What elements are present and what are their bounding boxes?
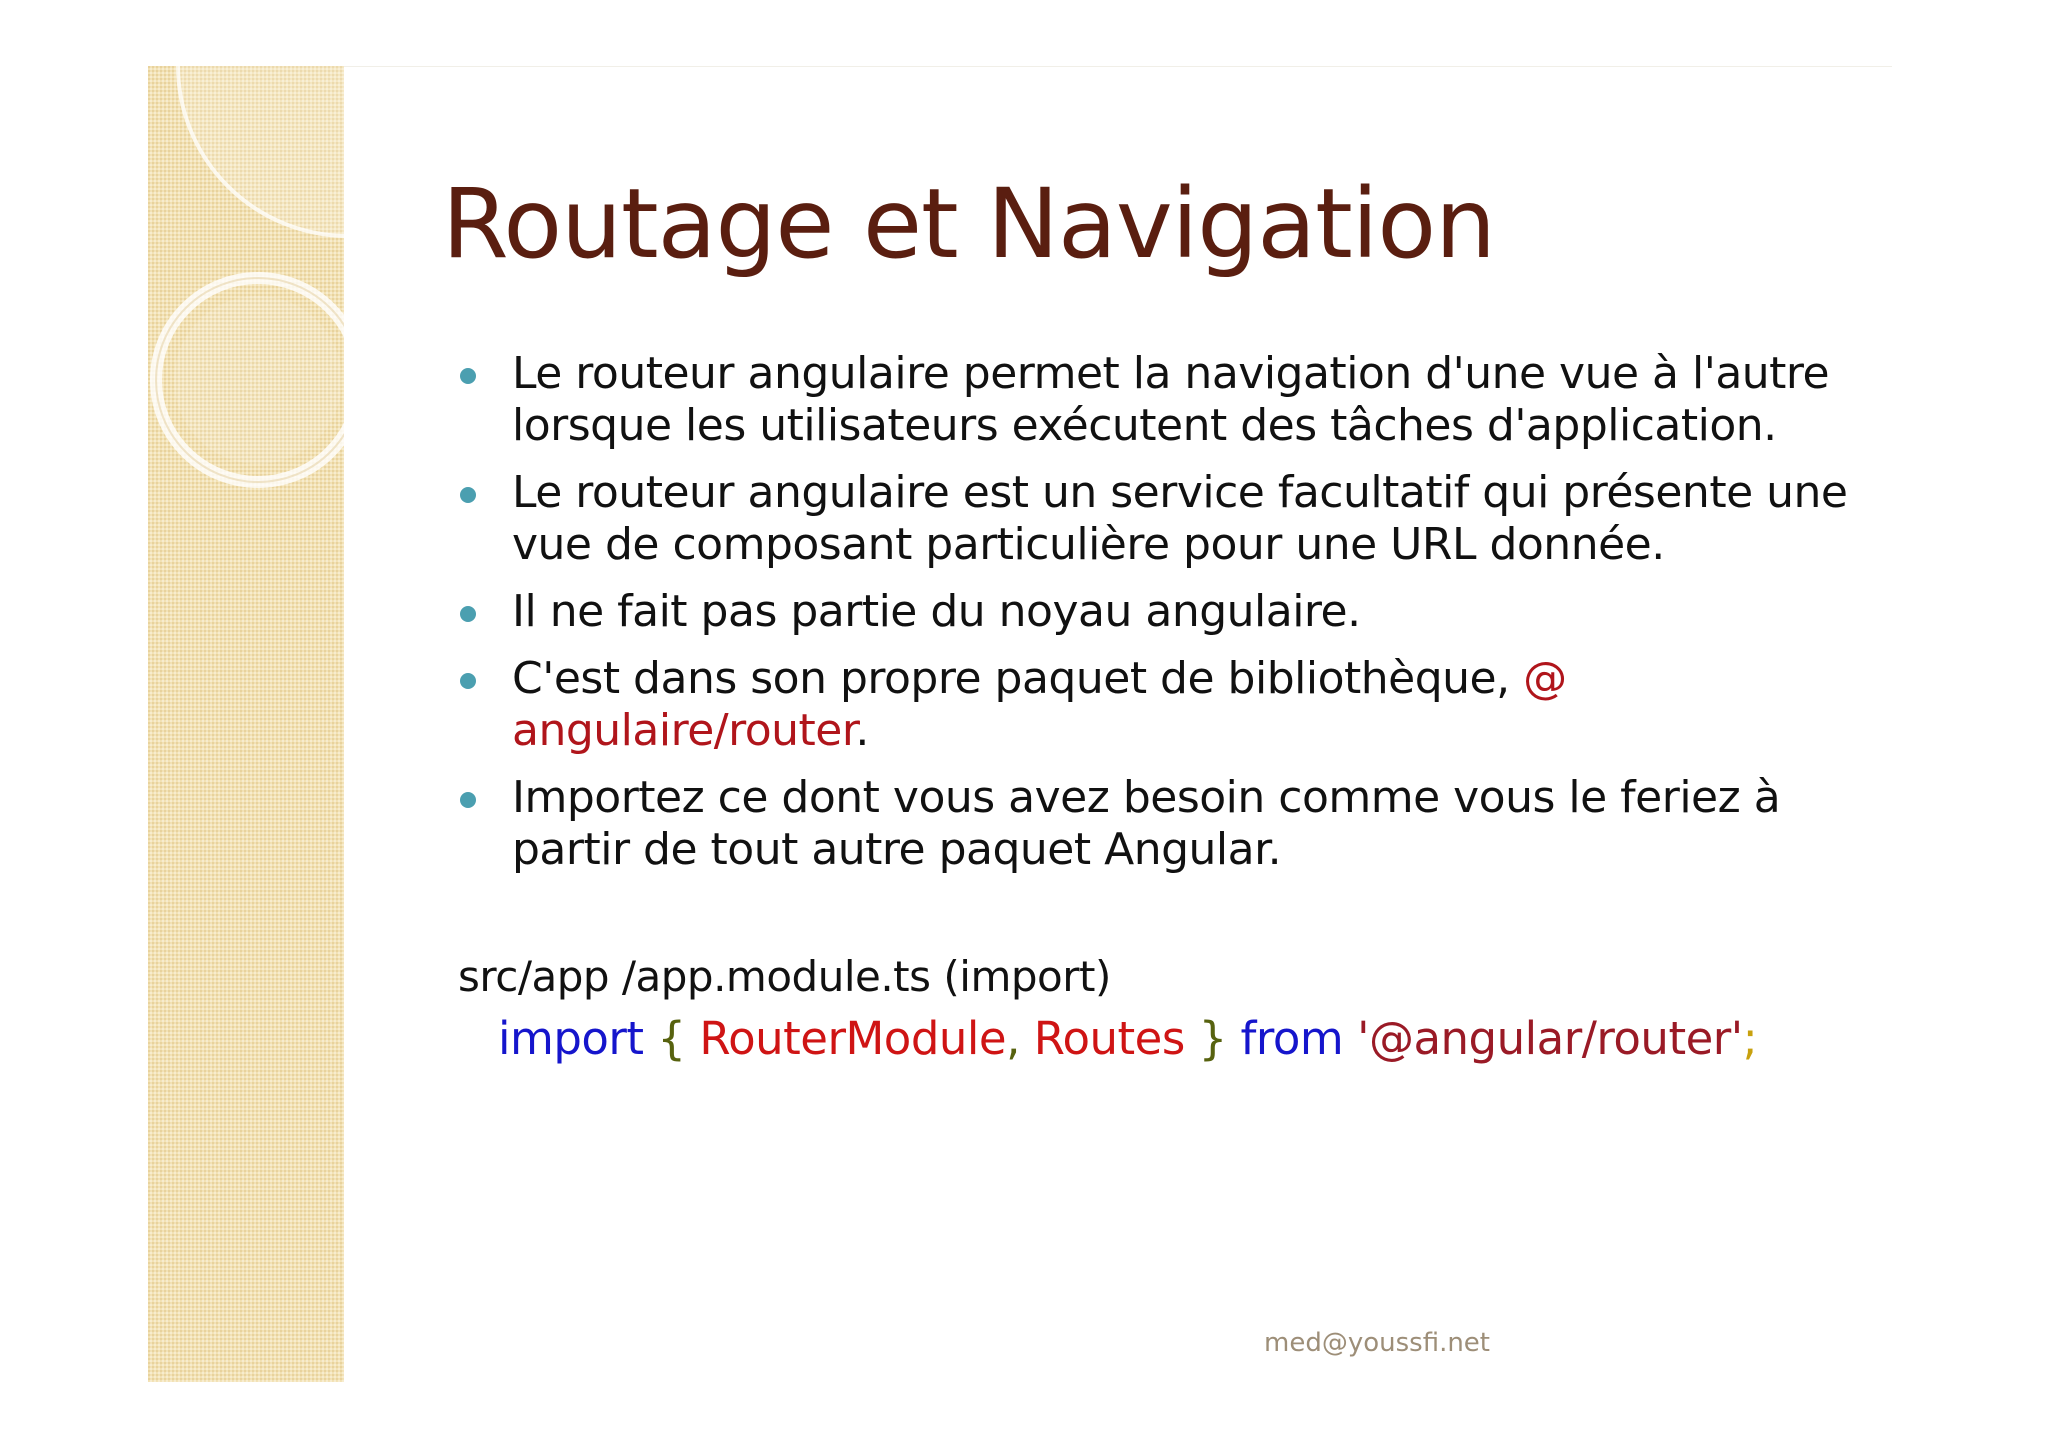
code-space	[1343, 1012, 1357, 1065]
code-comma: ,	[1006, 1012, 1034, 1065]
bullet-dot-icon	[460, 606, 476, 622]
code-brace-close: }	[1184, 1012, 1241, 1065]
bullet-item	[452, 586, 1852, 638]
code-identifier-router-module: RouterModule	[699, 1012, 1007, 1065]
decorative-side-band	[148, 66, 344, 1382]
bullet-item	[452, 653, 1852, 757]
bullet-dot-icon	[460, 792, 476, 808]
bullet-text: Importez ce dont vous avez besoin comme vous le feriez à partir de tout autre paquet Angular.	[512, 772, 1781, 875]
bullet-dot-icon	[460, 368, 476, 384]
code-file-caption: src/app /app.module.ts (import)	[458, 952, 1111, 1001]
bullet-text: Le routeur angulaire permet la navigation d'une vue à l'autre lorsque les utilisateurs exécutent des tâches d'application.	[512, 348, 1830, 451]
code-keyword-from: from	[1240, 1012, 1344, 1065]
bullet-list	[452, 348, 1852, 891]
footer-email: med@youssfi.net	[1264, 1328, 1491, 1358]
code-identifier-routes: Routes	[1033, 1012, 1185, 1065]
bullet-item	[452, 348, 1852, 452]
slide-title: Routage et Navigation	[442, 168, 1495, 280]
bullet-item	[452, 772, 1852, 876]
package-name-highlight: @ angulaire/router	[512, 653, 1567, 756]
code-import-line	[498, 1012, 1757, 1066]
code-module-string: '@angular/router'	[1357, 1012, 1743, 1065]
bullet-dot-icon	[460, 487, 476, 503]
bullet-text: Le routeur angulaire est un service facultatif qui présente une vue de composant particulière pour une URL donnée.	[512, 467, 1848, 570]
bullet-text-end: .	[855, 705, 869, 756]
bullet-text: C'est dans son propre paquet de bibliothèque,	[512, 653, 1524, 704]
bullet-item	[452, 467, 1852, 571]
bullet-dot-icon	[460, 673, 476, 689]
code-semicolon: ;	[1742, 1012, 1758, 1065]
decorative-circles	[148, 66, 344, 1382]
code-brace-open: {	[643, 1012, 700, 1065]
bullet-text: Il ne fait pas partie du noyau angulaire.	[512, 586, 1361, 637]
code-keyword-import: import	[498, 1012, 644, 1065]
